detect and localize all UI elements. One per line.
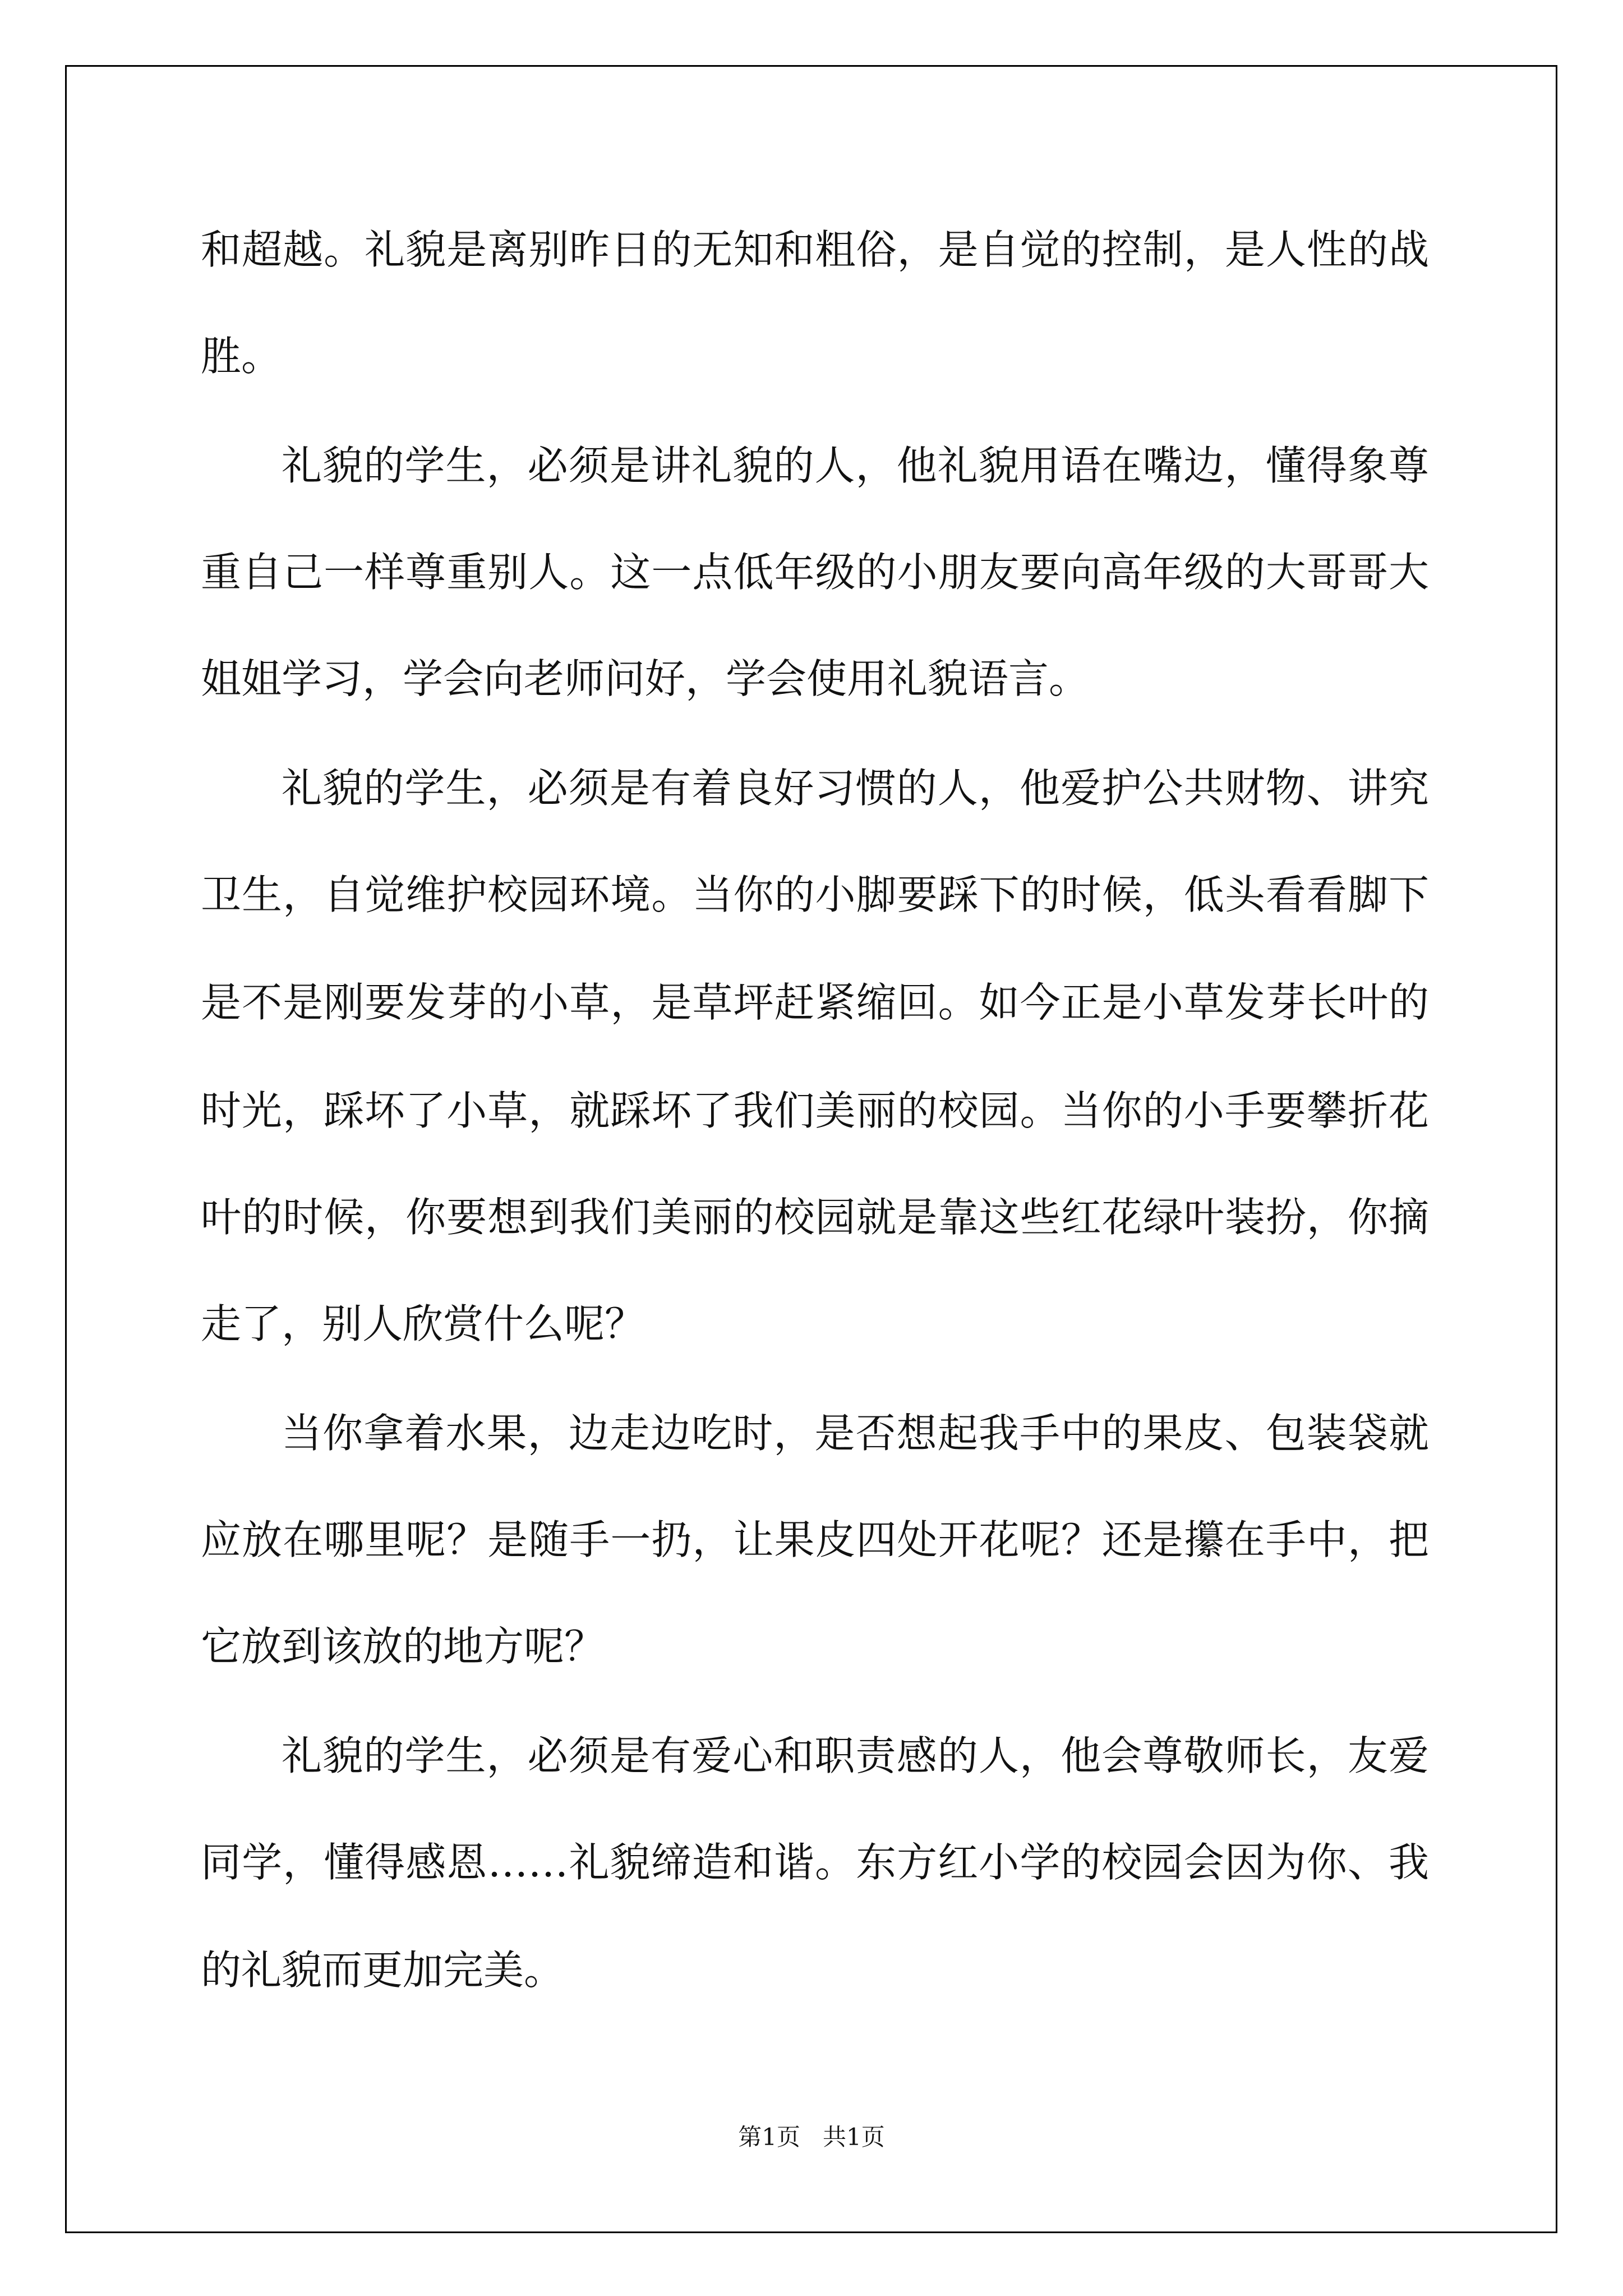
text-line: 是不是刚要发芽的小草，是草坪赶紧缩回。如今正是小草发芽长叶的 <box>201 979 1429 1026</box>
text-line: 应放在哪里呢？是随手一扔，让果皮四处开花呢？还是攥在手中，把 <box>201 1516 1429 1563</box>
page-number-footer: 第1页 共1页 <box>738 2123 885 2151</box>
text-line: 礼貌的学生，必须是有着良好习惯的人，他爱护公共财物、讲究 <box>282 765 1429 812</box>
page-border <box>65 65 1557 2233</box>
text-line: 和超越。礼貌是离别昨日的无知和粗俗，是自觉的控制，是人性的战 <box>201 226 1429 273</box>
text-line: 胜。 <box>201 333 282 380</box>
text-line: 当你拿着水果，边走边吃时，是否想起我手中的果皮、包装袋就 <box>282 1410 1429 1457</box>
text-line: 的礼貌而更加完美。 <box>201 1947 565 1994</box>
text-line: 礼貌的学生，必须是讲礼貌的人，他礼貌用语在嘴边，懂得象尊 <box>282 442 1429 489</box>
text-line: 时光，踩坏了小草，就踩坏了我们美丽的校园。当你的小手要攀折花 <box>201 1087 1429 1134</box>
text-line: 它放到该放的地方呢？ <box>201 1623 605 1670</box>
text-line: 同学，懂得感恩……礼貌缔造和谐。东方红小学的校园会因为你、我 <box>201 1839 1429 1886</box>
text-line: 重自己一样尊重别人。这一点低年级的小朋友要向高年级的大哥哥大 <box>201 549 1429 596</box>
text-line: 叶的时候，你要想到我们美丽的校园就是靠这些红花绿叶装扮，你摘 <box>201 1194 1429 1241</box>
text-line: 卫生，自觉维护校园环境。当你的小脚要踩下的时候，低头看看脚下 <box>201 871 1429 918</box>
text-line: 走了，别人欣赏什么呢？ <box>201 1300 645 1347</box>
text-line: 礼貌的学生，必须是有爱心和职责感的人，他会尊敬师长，友爱 <box>282 1732 1429 1779</box>
text-line: 姐姐学习，学会向老师问好，学会使用礼貌语言。 <box>201 655 1090 702</box>
